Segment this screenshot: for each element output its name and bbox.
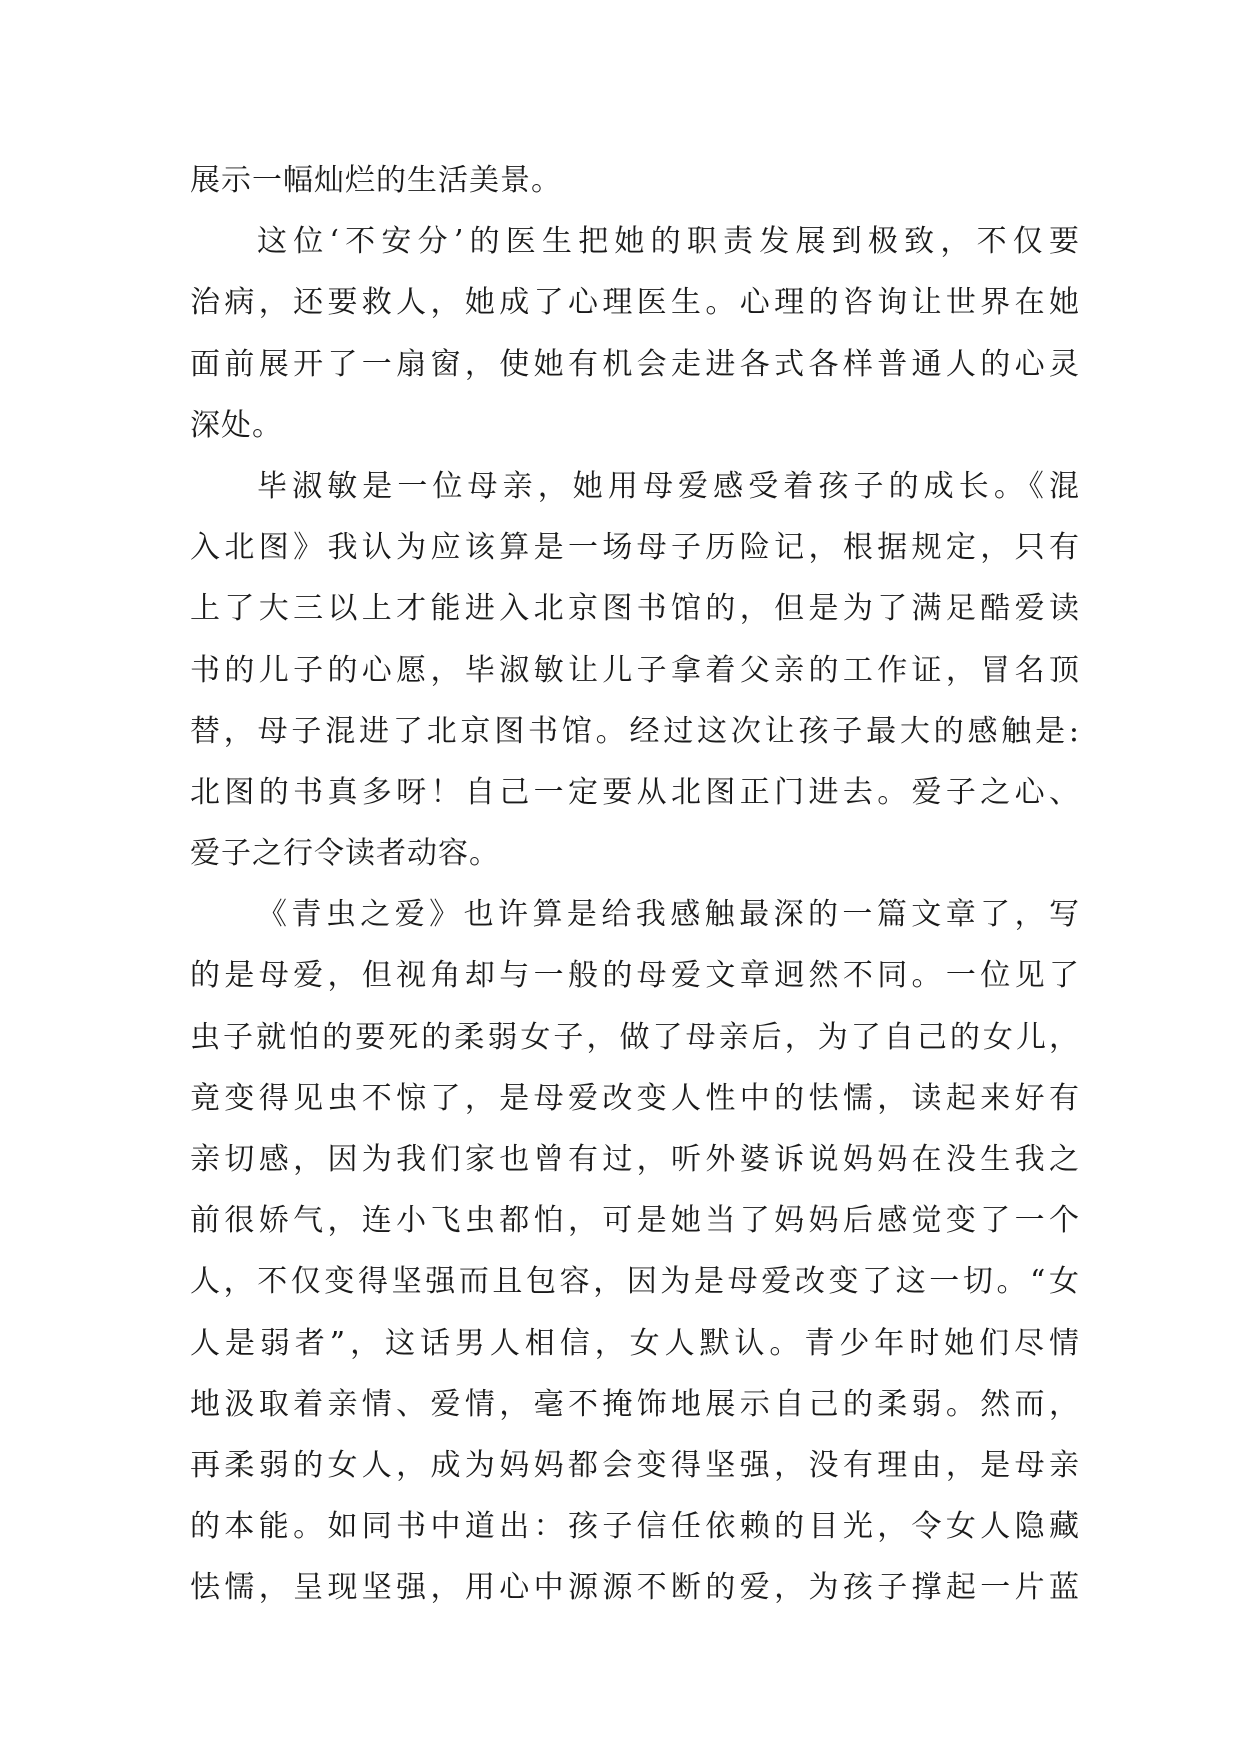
text-line: 亲切感，因为我们家也曾有过，听外婆诉说妈妈在没生我之 [190,1142,1080,1177]
text-line: 《青虫之爱》也许算是给我感触最深的一篇文章了，写 [257,897,1080,933]
text-line: 虫子就怕的要死的柔弱女子，做了母亲后，为了自己的女儿， [190,1019,1080,1055]
text-line: 怯懦，呈现坚强，用心中源源不断的爱，为孩子撑起一片蓝 [190,1570,1080,1606]
text-line: 深处。 [190,407,283,443]
text-line: 竟变得见虫不惊了，是母爱改变人性中的怯懦，读起来好有 [190,1080,1080,1116]
text-line: 这位‘不安分’的医生把她的职责发展到极致，不仅要 [257,224,1080,260]
text-line: 的本能。如同书中道出：孩子信任依赖的目光，令女人隐藏 [190,1509,1080,1545]
text-line: 人是弱者”，这话男人相信，女人默认。青少年时她们尽情 [190,1325,1080,1361]
text-line: 北图的书真多呀！自己一定要从北图正门进去。爱子之心、 [190,774,1080,810]
text-line: 毕淑敏是一位母亲，她用母爱感受着孩子的成长。《混 [257,468,1080,504]
text-line: 面前展开了一扇窗，使她有机会走进各式各样普通人的心灵 [190,346,1080,382]
text-line: 入北图》我认为应该算是一场母子历险记，根据规定，只有 [190,530,1080,566]
text-line: 地汲取着亲情、爱情，毫不掩饰地展示自己的柔弱。然而， [190,1386,1080,1422]
text-line: 人，不仅变得坚强而且包容，因为是母爱改变了这一切。“女 [190,1264,1080,1300]
text-line: 再柔弱的女人，成为妈妈都会变得坚强，没有理由，是母亲 [190,1447,1080,1483]
text-line: 前很娇气，连小飞虫都怕，可是她当了妈妈后感觉变了一个 [190,1203,1080,1239]
text-line: 爱子之行令读者动容。 [190,836,500,872]
text-line: 的是母爱，但视角却与一般的母爱文章迥然不同。一位见了 [190,958,1080,994]
document-body [190,150,1080,1619]
text-line: 替，母子混进了北京图书馆。经过这次让孩子最大的感触是: [190,713,1080,749]
text-line: 书的儿子的心愿，毕淑敏让儿子拿着父亲的工作证，冒名顶 [190,652,1080,688]
text-line: 上了大三以上才能进入北京图书馆的，但是为了满足酷爱读 [190,591,1080,627]
text-line: 治病，还要救人，她成了心理医生。心理的咨询让世界在她 [190,285,1080,321]
text-line: 展示一幅灿烂的生活美景。 [190,163,562,198]
